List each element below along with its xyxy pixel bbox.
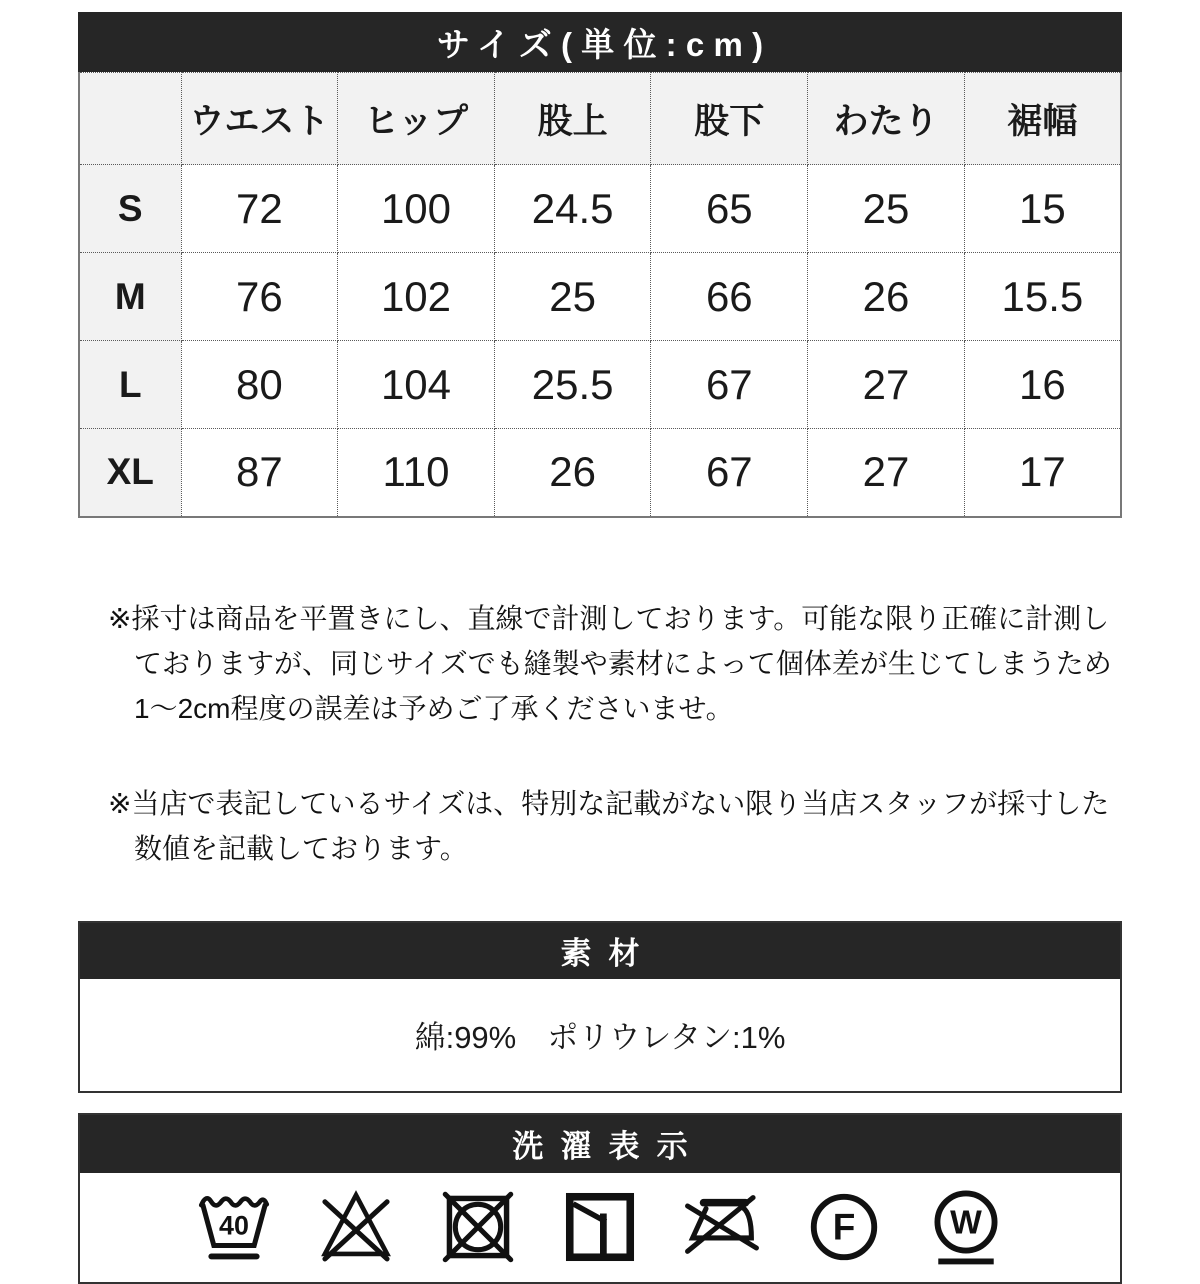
svg-text:W: W [950,1204,982,1242]
table-cell: 67 [651,429,808,517]
size-label: L [79,341,181,429]
note-line: 数値を記載しております。 [134,832,468,864]
table-cell: 102 [338,253,495,341]
machine-wash-40-mild-icon [192,1184,276,1270]
measurement-notes [78,554,1122,871]
care-section [78,1113,1122,1284]
svg-text:F: F [832,1206,856,1248]
column-header-thigh: わたり [808,73,965,165]
column-header-hip: ヒップ [338,73,495,165]
table-cell: 65 [651,165,808,253]
table-cell: 15.5 [964,253,1121,341]
table-cell: 27 [808,429,965,517]
do-not-iron-icon [680,1184,764,1270]
table-cell: 24.5 [494,165,651,253]
table-cell: 110 [338,429,495,517]
table-row-s [79,165,1121,253]
table-cell: 25 [494,253,651,341]
note-line: ておりますが、同じサイズでも縫製や素材によって個体差が生じてしまうため [134,647,1112,679]
size-table [78,72,1122,518]
size-label: M [79,253,181,341]
material-content: 綿:99% ポリウレタン:1% [80,979,1120,1091]
table-cell: 25.5 [494,341,651,429]
care-title-bar [80,1115,1120,1173]
table-cell: 17 [964,429,1121,517]
note-staff-measured [108,781,1112,871]
table-cell: 26 [808,253,965,341]
note-line: ※採寸は商品を平置きにし、直線で計測しております。可能な限り正確に計測し [108,602,1110,634]
hang-dry-in-shade-icon [558,1184,642,1270]
dry-clean-petroleum-f-icon [802,1184,886,1270]
wet-clean-mild-w-icon [924,1184,1008,1270]
table-cell: 15 [964,165,1121,253]
table-row-l [79,341,1121,429]
size-label: XL [79,429,181,517]
do-not-tumble-dry-icon [436,1184,520,1270]
material-title-bar [80,923,1120,979]
corner-cell [79,73,181,165]
column-header-rise: 股上 [494,73,651,165]
table-cell: 16 [964,341,1121,429]
size-table-section [78,12,1122,518]
do-not-bleach-icon [314,1184,398,1270]
table-cell: 27 [808,341,965,429]
size-table-title-bar [78,12,1122,72]
table-cell: 87 [181,429,338,517]
table-cell: 66 [651,253,808,341]
size-table-header-row [79,73,1121,165]
column-header-inseam: 股下 [651,73,808,165]
note-measurement-accuracy [108,596,1112,731]
size-table-title: サイズ(単位:cm) [436,25,773,63]
care-title: 洗濯表示 [512,1129,705,1164]
table-cell: 25 [808,165,965,253]
note-line: 1〜2cm程度の誤差は予めご了承くださいませ。 [134,692,734,724]
size-label: S [79,165,181,253]
material-title: 素材 [560,936,657,971]
svg-text:40: 40 [219,1210,249,1241]
table-cell: 26 [494,429,651,517]
table-cell: 76 [181,253,338,341]
column-header-waist: ウエスト [181,73,338,165]
note-line: ※当店で表記しているサイズは、特別な記載がない限り当店スタッフが採寸した [108,787,1110,819]
table-row-m [79,253,1121,341]
table-cell: 104 [338,341,495,429]
table-cell: 67 [651,341,808,429]
table-row-xl [79,429,1121,517]
material-section [78,921,1122,1093]
table-cell: 80 [181,341,338,429]
table-cell: 72 [181,165,338,253]
column-header-hem: 裾幅 [964,73,1121,165]
care-symbols-row [80,1173,1120,1282]
table-cell: 100 [338,165,495,253]
